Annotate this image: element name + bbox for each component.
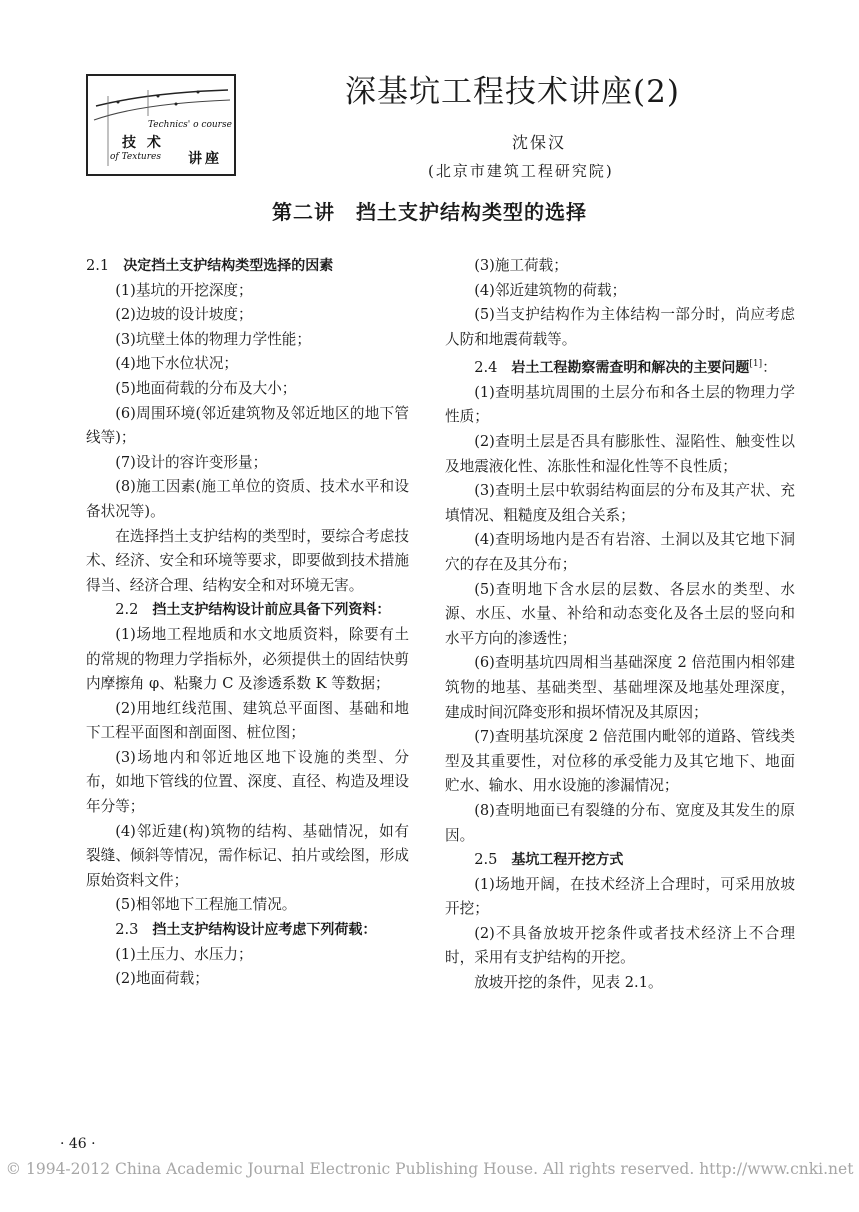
list-item: (5)当支护结构作为主体结构一部分时，尚应考虑人防和地震荷载等。	[445, 306, 795, 348]
list-item: (7)设计的容许变形量；	[115, 453, 268, 471]
section-heading-2-2: 2.2 挡土支护结构设计前应具备下列资料：	[115, 601, 391, 619]
list-item: (6)周围环境(邻近建筑物及邻近地区的地下管线等)；	[86, 404, 409, 447]
section-heading-2-1: 2.1 决定挡土支护结构类型选择的因素	[86, 257, 334, 274]
list-item: (4)邻近建筑物的荷载；	[474, 281, 627, 299]
author-affiliation: (北京市建筑工程研究院)	[428, 162, 614, 180]
list-item: (1)场地工程地质和水文地质资料，除要有土的常规的物理力学指标外，必须提供土的固结快剪内摩擦角 φ、粘聚力 C 及渗透系数 K 等数据；	[86, 625, 409, 693]
list-item: (3)查明土层中软弱结构面层的分布及其产状、充填情况、粗糙度及组合关系；	[445, 482, 795, 524]
page-number: · 46 ·	[60, 1136, 96, 1152]
list-item: (2)查明土层是否具有膨胀性、湿陷性、触变性以及地震液化性、冻胀性和湿化性等不良性质；	[445, 433, 795, 475]
list-item: (1)查明基坑周围的土层分布和各土层的物理力学性质；	[445, 383, 795, 426]
list-item: (1)场地开阔，在技术经济上合理时，可采用放坡开挖；	[445, 875, 795, 918]
list-item: (5)查明地下含水层的层数、各层水的类型、水源、水压、水量、补给和动态变化及各土层的竖向和水平方向的渗透性；	[445, 580, 795, 647]
list-item: (6)查明基坑四周相当基础深度 2 倍范围内相邻建筑物的地基、基础类型、基础埋深及地基处理深度，建成时间沉降变形和损坏情况及其原因；	[445, 654, 795, 721]
author-name: 沈保汉	[512, 133, 567, 152]
list-item: (2)用地红线范围、建筑总平面图、基础和地下工程平面图和剖面图、桩位图；	[86, 699, 409, 742]
list-item: (5)相邻地下工程施工情况。	[115, 896, 297, 914]
list-item: (2)地面荷载；	[115, 970, 209, 988]
list-item: (3)坑壁土体的物理力学性能；	[115, 330, 311, 348]
copyright-footer: © 1994-2012 China Academic Journal Electronic Publishing House. All rights reserved. http://www.cnki.net	[5, 1160, 854, 1178]
list-item: (4)邻近建(构)筑物的结构、基础情况，如有裂缝、倾斜等情况，需作标记、拍片或绘图，形成原始资料文件；	[86, 822, 409, 889]
section-heading-2-4: 2.4 岩土工程勘察需查明和解决的主要问题[1]：	[474, 359, 777, 377]
list-item: (2)边坡的设计坡度；	[115, 306, 253, 324]
lecture-title: 第二讲 挡土支护结构类型的选择	[272, 200, 587, 224]
body-paragraph: 在选择挡土支护结构的类型时，要综合考虑技术、经济、安全和环境等要求，即要做到技术措施得当、经济合理、结构安全和对环境无害。	[86, 527, 409, 594]
list-item: (3)场地内和邻近地区地下设施的类型、分布，如地下管线的位置、深度、直径、构造及埋设年分等；	[86, 748, 409, 816]
right-column	[445, 254, 795, 996]
article-title: 深基坑工程技术讲座(2)	[345, 74, 680, 110]
logo-text-technics: Technics' o course	[148, 120, 232, 130]
list-item: (8)施工因素(施工单位的资质、技术水平和设备状况等)。	[86, 478, 409, 520]
left-column	[86, 254, 409, 992]
logo-text-jiangzuo: 讲座	[188, 151, 222, 167]
section-heading-2-3: 2.3 挡土支护结构设计应考虑下列荷载：	[115, 921, 377, 939]
logo-text-textures: of Textures	[110, 152, 161, 162]
list-item: (7)查明基坑深度 2 倍范围内毗邻的道路、管线类型及其重要性，对位移的承受能力及其它地下、地面贮水、输水、用水设施的渗漏情况；	[445, 728, 795, 795]
list-item: (3)施工荷载；	[474, 257, 568, 274]
reference-marker: [1]	[749, 359, 763, 370]
section-heading-2-5: 2.5 基坑工程开挖方式	[474, 851, 624, 869]
logo-text-jishu: 技 术	[122, 135, 164, 151]
lecture-series-logo	[86, 74, 236, 176]
list-item: (2)不具备放坡开挖条件或者技术经济上不合理时，采用有支护结构的开挖。	[445, 924, 795, 967]
list-item: (8)查明地面已有裂缝的分布、宽度及其发生的原因。	[445, 801, 795, 844]
list-item: (4)查明场地内是否有岩溶、土洞以及其它地下洞穴的存在及其分布；	[445, 531, 795, 573]
list-item: (4)地下水位状况；	[115, 355, 239, 373]
list-item: (1)土压力、水压力；	[115, 945, 253, 963]
list-item: (1)基坑的开挖深度；	[115, 281, 253, 299]
list-item: (5)地面荷载的分布及大小；	[115, 379, 297, 397]
body-paragraph: 放坡开挖的条件，见表 2.1。	[474, 974, 663, 992]
